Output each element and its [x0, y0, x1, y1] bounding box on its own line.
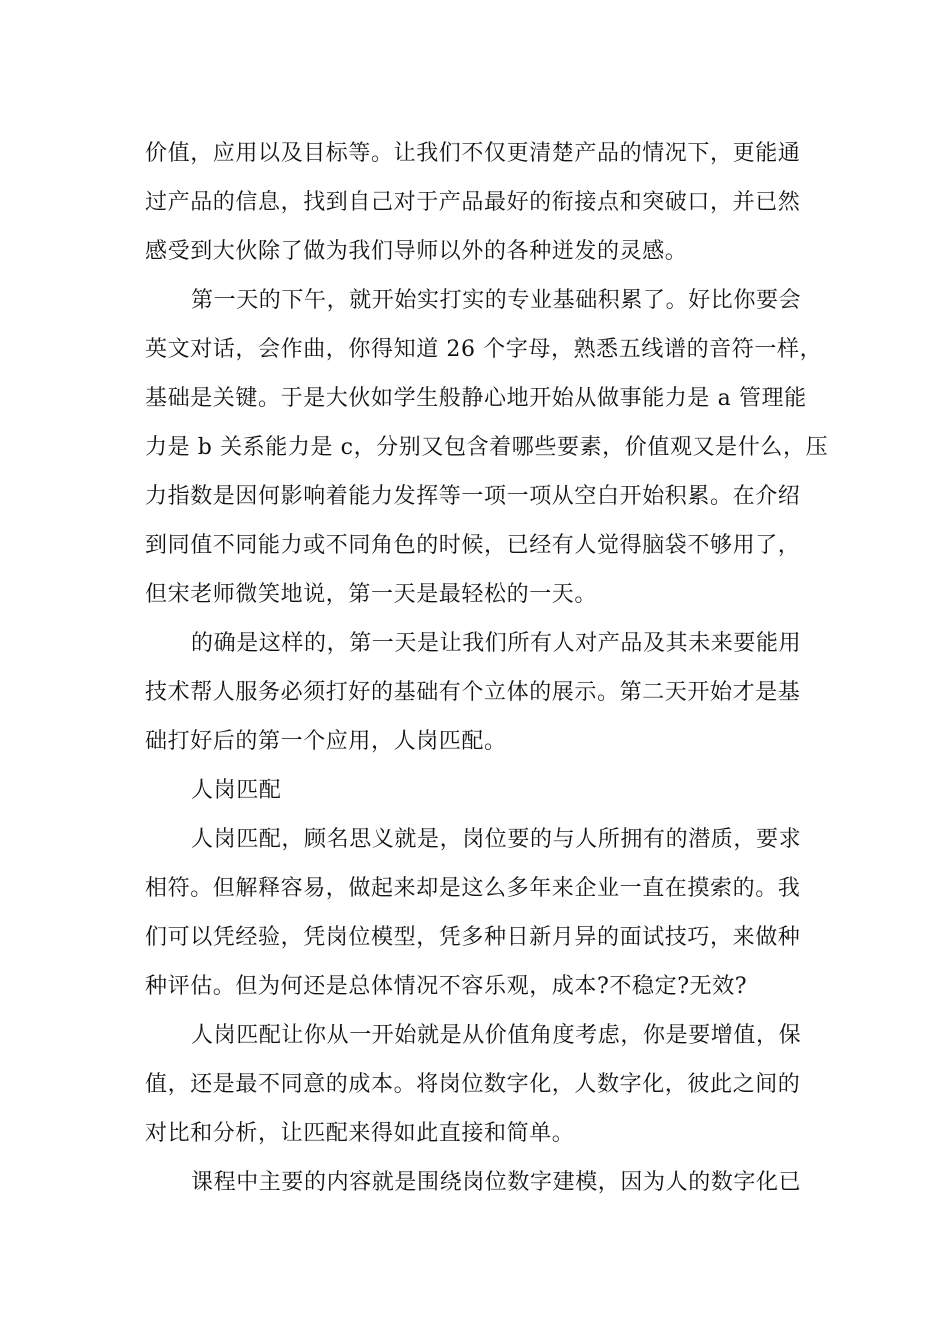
section-heading-text: 人岗匹配 — [191, 778, 282, 803]
text-line: 对比和分析，让匹配来得如此直接和简单。 — [145, 1121, 575, 1146]
text-line: 感受到大伙除了做为我们导师以外的各种迸发的灵感。 — [145, 239, 688, 264]
text-line: 价值，应用以及目标等。让我们不仅更清楚产品的情况下，更能通 — [145, 141, 801, 166]
document-body — [145, 134, 829, 1212]
text-line: 础打好后的第一个应用，人岗匹配。 — [145, 729, 507, 754]
text-line: 们可以凭经验，凭岗位模型，凭多种日新月异的面试技巧，来做种 — [145, 925, 801, 950]
text-line: 值，还是最不同意的成本。将岗位数字化，人数字化，彼此之间的 — [145, 1072, 801, 1097]
text-line: 相符。但解释容易，做起来却是这么多年来企业一直在摸索的。我 — [145, 876, 801, 901]
paragraph-value-perspective — [145, 1016, 807, 1163]
text-line: 过产品的信息，找到自己对于产品最好的衔接点和突破口，并已然 — [145, 190, 801, 215]
text-line: 技术帮人服务必须打好的基础有个立体的展示。第二天开始才是基 — [145, 680, 801, 705]
text-line: 人岗匹配让你从一开始就是从价值角度考虑，你是要增值，保 — [191, 1023, 802, 1048]
paragraph-first-day-afternoon — [145, 281, 829, 624]
text-line: 课程中主要的内容就是围绕岗位数字建模，因为人的数字化已 — [191, 1170, 802, 1195]
text-line: 第一天的下午，就开始实打实的专业基础积累了。好比你要会 — [191, 288, 802, 313]
paragraph-value-application — [145, 134, 807, 281]
text-line: 基础是关键。于是大伙如学生般静心地开始从做事能力是 a 管理能 — [145, 386, 807, 411]
text-line: 力是 b 关系能力是 c，分别又包含着哪些要素，价值观又是什么，压 — [145, 435, 829, 460]
paragraph-course-content — [145, 1163, 807, 1212]
text-line: 种评估。但为何还是总体情况不容乐观，成本?不稳定?无效? — [145, 974, 748, 999]
paragraph-indeed-so — [145, 624, 807, 771]
text-line: 到同值不同能力或不同角色的时候，已经有人觉得脑袋不够用了， — [145, 533, 801, 558]
text-line: 力指数是因何影响着能力发挥等一项一项从空白开始积累。在介绍 — [145, 484, 801, 509]
text-line: 但宋老师微笑地说，第一天是最轻松的一天。 — [145, 582, 598, 607]
text-line: 人岗匹配，顾名思义就是，岗位要的与人所拥有的潜质，要求 — [191, 827, 802, 852]
section-heading — [145, 771, 807, 820]
paragraph-job-matching-definition — [145, 820, 807, 1016]
text-line: 的确是这样的，第一天是让我们所有人对产品及其未来要能用 — [191, 631, 802, 656]
text-line: 英文对话，会作曲，你得知道 26 个字母，熟悉五线谱的音符一样， — [145, 337, 823, 362]
